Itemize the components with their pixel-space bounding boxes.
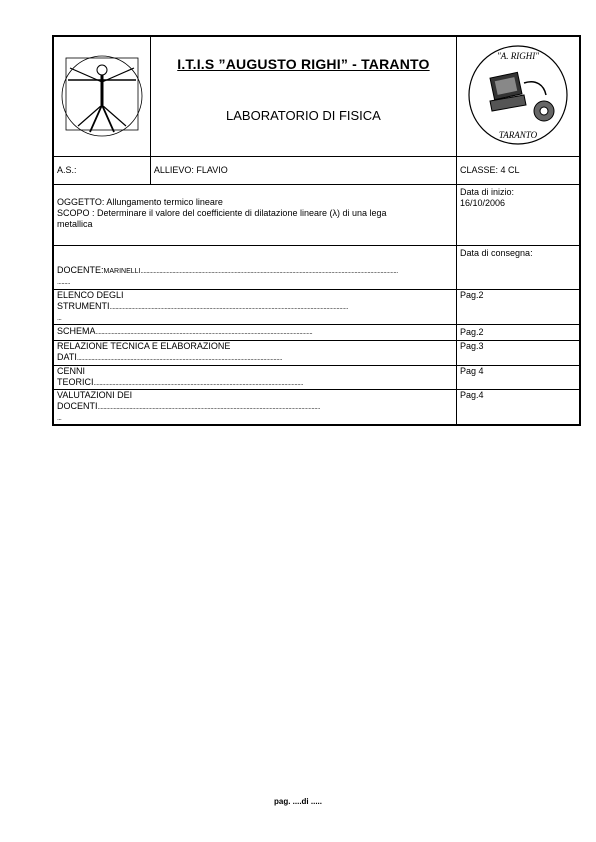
start-date-label: Data di inizio:: [460, 186, 515, 197]
delivery-date-cell: [457, 245, 580, 289]
purpose-text-line1: SCOPO : Determinare il valore del coefficiente di dilatazione lineare (λ) di una lega: [57, 207, 387, 218]
section-title: CENNI: [57, 365, 86, 376]
page-ref: Pag.2: [460, 289, 484, 300]
lab-title: LABORATORIO DI FISICA: [226, 108, 381, 123]
school-year-label: A.S.:: [57, 164, 77, 175]
school-year-cell: [53, 156, 150, 184]
section-page-schema: [457, 324, 580, 340]
section-title-cont: STRUMENTI: [57, 300, 110, 311]
section-dots: ..........................................................................................................................................................: [97, 403, 321, 411]
class-cell: [457, 156, 580, 184]
section-row-theory: [53, 365, 580, 389]
section-dots: .....................................................................................................................................................................: [109, 303, 348, 311]
student-name: ALLIEVO: FLAVIO: [153, 164, 228, 175]
start-date-cell: [457, 184, 580, 245]
section-row-schema: [53, 324, 580, 340]
title-cell: [150, 36, 456, 156]
section-title: ELENCO DEGLI: [57, 289, 124, 300]
section-dots: .................................................................................................................................................: [93, 379, 304, 387]
student-cell: [150, 156, 456, 184]
teacher-name: MARINELLI: [103, 267, 141, 275]
section-title-cont: DATI: [57, 351, 77, 362]
seal-bottom-text: TARANTO: [498, 129, 538, 140]
section-dots-2: ...: [57, 314, 62, 322]
class-label: CLASSE: 4 CL: [460, 164, 520, 175]
section-page-theory: [457, 365, 580, 389]
section-title: RELAZIONE TECNICA E ELABORAZIONE: [57, 340, 231, 351]
object-cell: [53, 184, 457, 245]
section-title-cont: DOCENTI: [57, 400, 98, 411]
teacher-dots: ..................................................................................................................................................................................: [140, 267, 398, 275]
section-row-instruments: [53, 289, 580, 324]
header-row: [53, 36, 580, 156]
school-title: I.T.I.S ”AUGUSTO RIGHI” - TARANTO: [177, 56, 430, 72]
lab-report-cover-table: [52, 35, 581, 426]
delivery-date-label: Data di consegna:: [460, 247, 533, 258]
page-ref: Pag 4: [460, 365, 484, 376]
school-seal-icon: [466, 43, 570, 147]
section-page-evaluation: [457, 389, 580, 425]
section-dots: ..............................................................................................................................................: [76, 354, 283, 362]
teacher-cell: [53, 245, 457, 289]
object-row: [53, 184, 580, 245]
purpose-text-line2: metallica: [57, 218, 93, 229]
seal-top-text: "A. RIGHI": [496, 50, 540, 61]
vitruvian-man-logo: [53, 36, 150, 156]
info-row: [53, 156, 580, 184]
page-ref: Pag.4: [460, 389, 484, 400]
start-date-value: 16/10/2006: [460, 197, 506, 208]
section-cell-report: [53, 340, 457, 365]
section-cell-theory: [53, 365, 457, 389]
section-title: VALUTAZIONI DEI: [57, 389, 133, 400]
section-title: SCHEMA: [57, 326, 96, 336]
teacher-label: DOCENTE:: [57, 264, 104, 275]
page-footer: pag. ....di .....: [273, 797, 322, 806]
object-text: OGGETTO: Allungamento termico lineare: [57, 196, 223, 207]
section-cell-evaluation: [53, 389, 457, 425]
teacher-row: [53, 245, 580, 289]
section-cell-schema: [53, 324, 457, 340]
section-row-evaluation: [53, 389, 580, 425]
school-seal: [457, 36, 580, 156]
section-row-report: [53, 340, 580, 365]
section-dots: ......................................................................................................................................................: [95, 329, 313, 336]
teacher-dots-2: .........: [57, 278, 71, 286]
vitruvian-man-icon: [60, 50, 144, 140]
section-page-instruments: [457, 289, 580, 324]
section-cell-instruments: [53, 289, 457, 324]
section-dots-2: ...: [57, 414, 62, 422]
section-title-cont: TEORICI: [57, 376, 94, 387]
section-page-report: [457, 340, 580, 365]
page-ref: Pag.2: [460, 326, 484, 337]
page-ref: Pag.3: [460, 340, 484, 351]
